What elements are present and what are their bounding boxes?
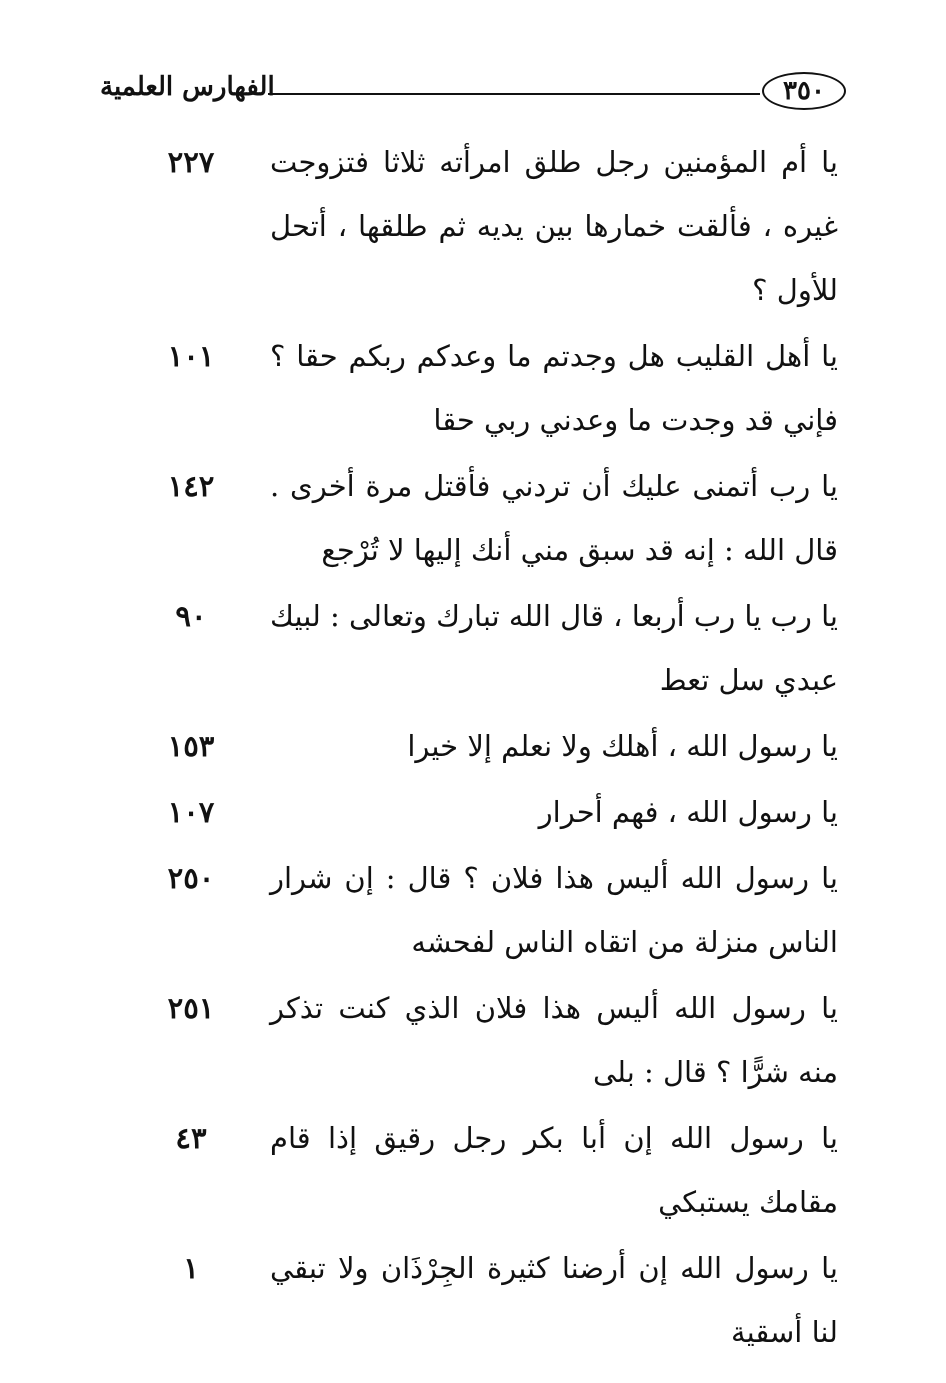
- entry-text: يا رب يا رب أربعا ، قال الله تبارك وتعالى : لبيك عبدي سل تعط: [270, 599, 838, 697]
- index-entry: [150, 454, 838, 582]
- header-rule: [268, 93, 760, 95]
- entry-page-number: ١٥٣: [167, 729, 215, 763]
- page-number-badge: ٣٥٠: [762, 72, 846, 110]
- running-title: الفهارس العلمية: [100, 72, 275, 102]
- entry-page-number: ٢٥١: [167, 991, 215, 1025]
- index-entry: [150, 714, 838, 778]
- index-list: [150, 130, 838, 1364]
- index-entry: [150, 976, 838, 1104]
- entry-text: يا رسول الله أليس هذا فلان ؟ قال : إن شرار الناس منزلة من اتقاه الناس لفحشه: [270, 861, 838, 959]
- index-entry: [150, 780, 838, 844]
- entry-text: يا رسول الله إن أرضنا كثيرة الجِرْذَان ولا تبقي لنا أسقية: [270, 1251, 838, 1349]
- entry-page-number: ٢٢٧: [167, 145, 215, 179]
- entry-page-number: ١٤٢: [167, 469, 215, 503]
- entry-text: يا أم المؤمنين رجل طلق امرأته ثلاثا فتزوجت غيره ، فألقت خمارها بين يديه ثم طلقها ، أتحل للأول ؟: [270, 145, 838, 307]
- entry-text: يا رسول الله أليس هذا فلان الذي كنت تذكر منه شرًّا ؟ قال : بلى: [270, 991, 838, 1089]
- index-entry: [150, 584, 838, 712]
- entry-page-number: ٤٣: [175, 1121, 207, 1155]
- entry-page-number: ٩٠: [175, 599, 207, 633]
- entry-page-number: ١٠٧: [167, 795, 215, 829]
- index-entry: [150, 324, 838, 452]
- index-entry: [150, 846, 838, 974]
- entry-text: يا رسول الله ، فهم أحرار: [538, 795, 838, 829]
- entry-text: يا رب أتمنى عليك أن تردني فأقتل مرة أخرى . قال الله : إنه قد سبق مني أنك إليها لا تُرْجع: [270, 469, 838, 567]
- entry-page-number: ٢٥٠: [167, 861, 215, 895]
- index-entry: [150, 1236, 838, 1364]
- entry-text: يا رسول الله ، أهلك ولا نعلم إلا خيرا: [407, 729, 838, 763]
- index-entry: [150, 1106, 838, 1234]
- index-entry: [150, 130, 838, 322]
- entry-text: يا أهل القليب هل وجدتم ما وعدكم ربكم حقا ؟ فإني قد وجدت ما وعدني ربي حقا: [270, 339, 838, 437]
- entry-text: يا رسول الله إن أبا بكر رجل رقيق إذا قام مقامك يستبكي: [270, 1121, 838, 1219]
- page-header: [100, 70, 852, 114]
- entry-page-number: ١٠١: [167, 339, 215, 373]
- entry-page-number: ١: [183, 1251, 199, 1285]
